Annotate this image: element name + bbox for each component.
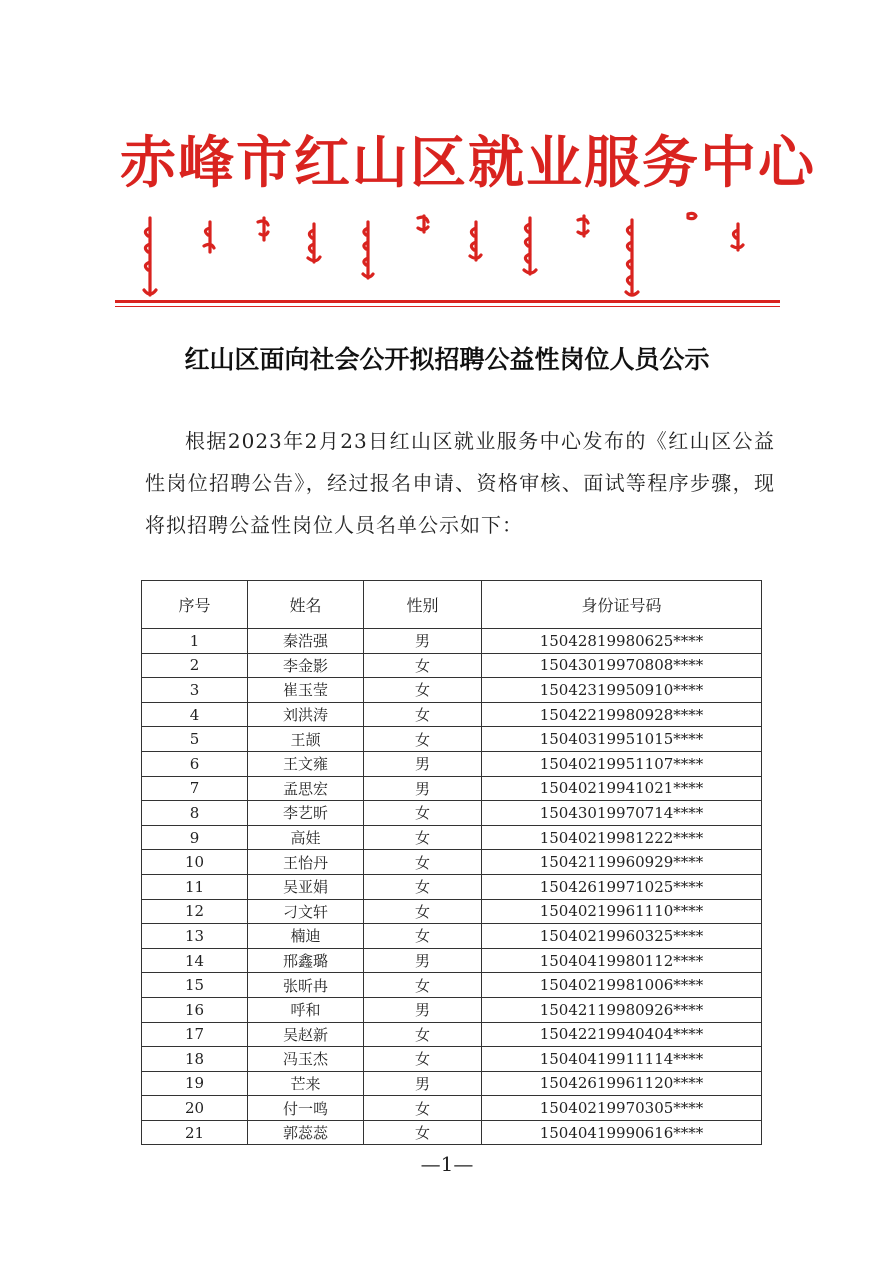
cell-gender: 女: [364, 924, 482, 949]
cell-id-number: 15043019970808****: [482, 653, 762, 678]
cell-id-number: 15040219951107****: [482, 751, 762, 776]
table-row: [142, 997, 762, 1022]
cell-index: 16: [142, 997, 248, 1022]
table-row: [142, 1071, 762, 1096]
cell-gender: 女: [364, 1047, 482, 1072]
table-row: [142, 899, 762, 924]
cell-id-number: 15042619971025****: [482, 874, 762, 899]
cell-name: 孟思宏: [248, 776, 364, 801]
document-body: [145, 420, 775, 546]
cell-gender: 女: [364, 653, 482, 678]
cell-id-number: 15040219981222****: [482, 825, 762, 850]
cell-index: 17: [142, 1022, 248, 1047]
header-name: 姓名: [248, 581, 364, 629]
cell-id-number: 15042119980926****: [482, 997, 762, 1022]
cell-gender: 女: [364, 678, 482, 703]
cell-gender: 男: [364, 629, 482, 654]
cell-index: 8: [142, 801, 248, 826]
cell-name: 张昕冉: [248, 973, 364, 998]
table-row: [142, 801, 762, 826]
table-row: [142, 678, 762, 703]
cell-gender: 男: [364, 997, 482, 1022]
table-row: [142, 924, 762, 949]
header-index: 序号: [142, 581, 248, 629]
table-row: [142, 727, 762, 752]
cell-id-number: 15040219941021****: [482, 776, 762, 801]
cell-name: 刘洪涛: [248, 702, 364, 727]
cell-gender: 女: [364, 899, 482, 924]
cell-id-number: 15040419980112****: [482, 948, 762, 973]
table-body: [142, 629, 762, 1145]
cell-gender: 女: [364, 874, 482, 899]
cell-name: 芒来: [248, 1071, 364, 1096]
table-row: [142, 1047, 762, 1072]
cell-index: 4: [142, 702, 248, 727]
cell-name: 呼和: [248, 997, 364, 1022]
cell-gender: 女: [364, 1120, 482, 1145]
cell-name: 付一鸣: [248, 1096, 364, 1121]
cell-id-number: 15042219980928****: [482, 702, 762, 727]
letterhead-divider-thin: [115, 306, 780, 307]
cell-index: 1: [142, 629, 248, 654]
cell-name: 崔玉莹: [248, 678, 364, 703]
cell-id-number: 15042319950910****: [482, 678, 762, 703]
cell-gender: 女: [364, 1096, 482, 1121]
cell-name: 王颉: [248, 727, 364, 752]
cell-index: 9: [142, 825, 248, 850]
cell-gender: 男: [364, 948, 482, 973]
letterhead-divider-thick: [115, 300, 780, 303]
cell-gender: 女: [364, 801, 482, 826]
header-gender: 性别: [364, 581, 482, 629]
cell-gender: 男: [364, 1071, 482, 1096]
table-row: [142, 850, 762, 875]
table-row: [142, 948, 762, 973]
cell-gender: 男: [364, 776, 482, 801]
table-row: [142, 751, 762, 776]
cell-index: 7: [142, 776, 248, 801]
cell-id-number: 15040319951015****: [482, 727, 762, 752]
cell-id-number: 15040419990616****: [482, 1120, 762, 1145]
table-row: [142, 1120, 762, 1145]
body-paragraph: 根据2023年2月23日红山区就业服务中心发布的《红山区公益性岗位招聘公告》，经过报名申请、资格审核、面试等程序步骤，现将拟招聘公益性岗位人员名单公示如下：: [145, 429, 775, 537]
table-row: [142, 973, 762, 998]
candidate-table: [141, 580, 762, 1145]
cell-id-number: 15042219940404****: [482, 1022, 762, 1047]
cell-id-number: 15040219970305****: [482, 1096, 762, 1121]
cell-name: 楠迪: [248, 924, 364, 949]
cell-name: 王文雍: [248, 751, 364, 776]
letterhead-org-name: 赤峰市红山区就业服务中心: [120, 130, 816, 196]
cell-gender: 男: [364, 751, 482, 776]
cell-id-number: 15040219981006****: [482, 973, 762, 998]
cell-id-number: 15042819980625****: [482, 629, 762, 654]
cell-name: 刁文轩: [248, 899, 364, 924]
table-header-row: [142, 581, 762, 629]
table-row: [142, 1022, 762, 1047]
cell-name: 邢鑫璐: [248, 948, 364, 973]
table-row: [142, 776, 762, 801]
cell-name: 李金影: [248, 653, 364, 678]
table-row: [142, 1096, 762, 1121]
page-number: —1—: [420, 1152, 474, 1176]
cell-index: 2: [142, 653, 248, 678]
cell-index: 21: [142, 1120, 248, 1145]
mongolian-script-graphic: [128, 210, 768, 300]
table-row: [142, 874, 762, 899]
cell-index: 11: [142, 874, 248, 899]
cell-gender: 女: [364, 825, 482, 850]
cell-name: 高娃: [248, 825, 364, 850]
header-id-number: 身份证号码: [482, 581, 762, 629]
cell-name: 郭蕊蕊: [248, 1120, 364, 1145]
cell-index: 3: [142, 678, 248, 703]
cell-index: 19: [142, 1071, 248, 1096]
table-row: [142, 702, 762, 727]
cell-id-number: 15040219960325****: [482, 924, 762, 949]
cell-name: 吴赵新: [248, 1022, 364, 1047]
cell-index: 13: [142, 924, 248, 949]
cell-gender: 女: [364, 1022, 482, 1047]
letterhead-mongolian-script: [128, 210, 768, 300]
cell-index: 18: [142, 1047, 248, 1072]
table-row: [142, 653, 762, 678]
cell-index: 14: [142, 948, 248, 973]
cell-id-number: 15042619961120****: [482, 1071, 762, 1096]
cell-name: 李艺昕: [248, 801, 364, 826]
cell-name: 王怡丹: [248, 850, 364, 875]
document-title: 红山区面向社会公开拟招聘公益性岗位人员公示: [184, 345, 710, 374]
cell-id-number: 15040219961110****: [482, 899, 762, 924]
cell-name: 吴亚娟: [248, 874, 364, 899]
cell-gender: 女: [364, 702, 482, 727]
cell-index: 10: [142, 850, 248, 875]
cell-id-number: 15040419911114****: [482, 1047, 762, 1072]
cell-gender: 女: [364, 727, 482, 752]
cell-name: 秦浩强: [248, 629, 364, 654]
cell-name: 冯玉杰: [248, 1047, 364, 1072]
cell-index: 12: [142, 899, 248, 924]
cell-index: 6: [142, 751, 248, 776]
table-row: [142, 629, 762, 654]
cell-gender: 女: [364, 850, 482, 875]
cell-id-number: 15043019970714****: [482, 801, 762, 826]
cell-gender: 女: [364, 973, 482, 998]
cell-index: 15: [142, 973, 248, 998]
cell-index: 20: [142, 1096, 248, 1121]
cell-index: 5: [142, 727, 248, 752]
cell-id-number: 15042119960929****: [482, 850, 762, 875]
table-row: [142, 825, 762, 850]
